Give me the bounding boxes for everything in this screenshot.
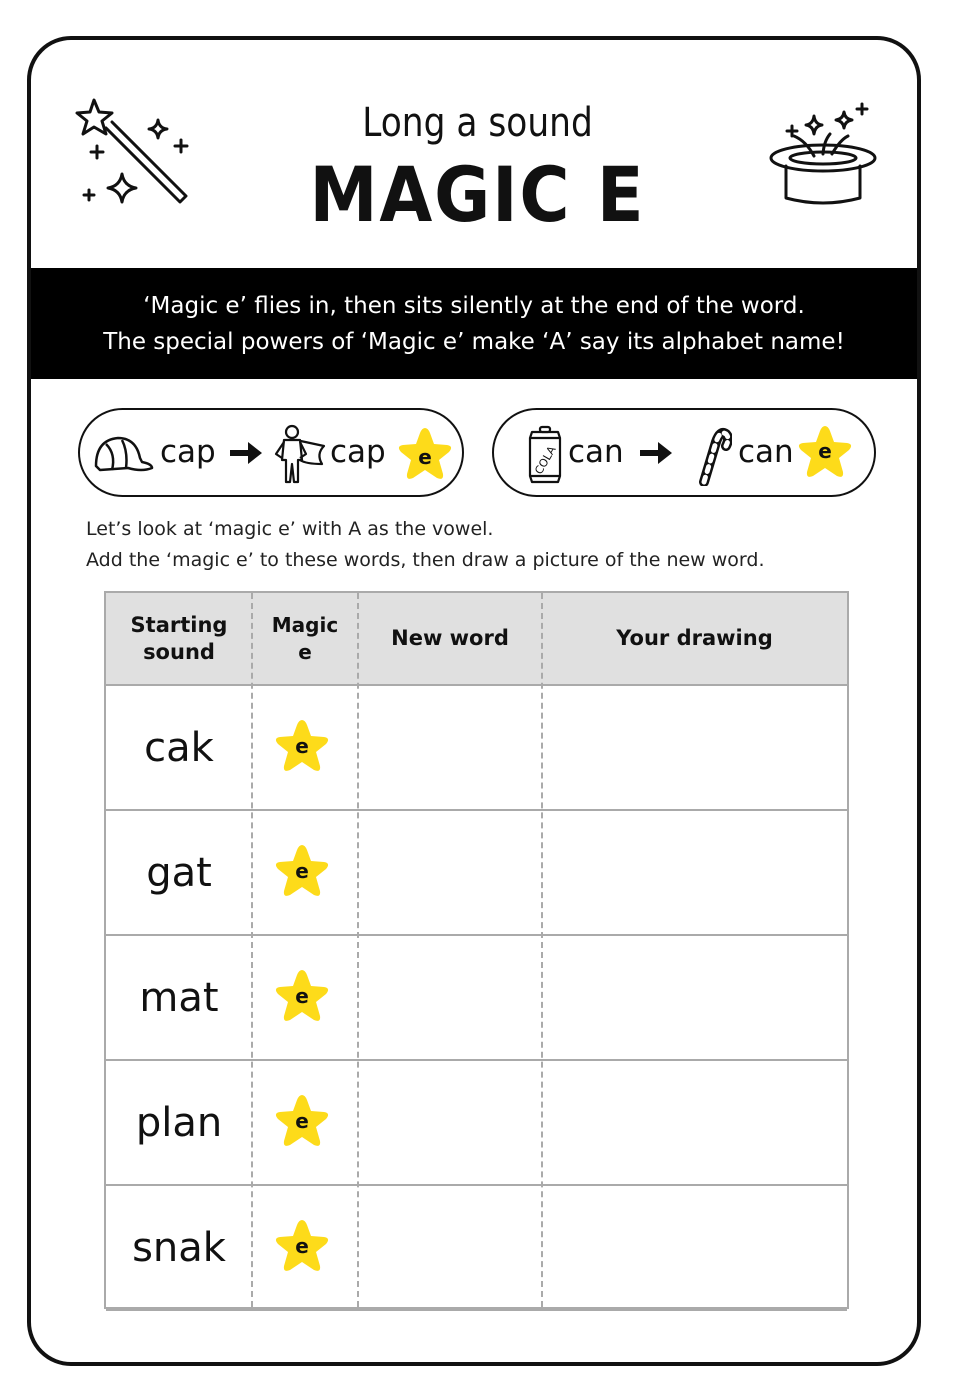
svg-text:e: e	[295, 1234, 309, 1258]
table-header	[106, 593, 847, 686]
cap-icon	[92, 430, 154, 476]
starting-word: snak	[132, 1224, 226, 1271]
svg-text:COLA: COLA	[532, 443, 559, 477]
magic-e-star-icon	[269, 841, 335, 905]
table-row	[106, 686, 847, 811]
svg-text:e: e	[295, 984, 309, 1008]
column-divider	[357, 593, 359, 1307]
arrow-right-icon	[228, 440, 264, 466]
example-2-magic: e	[818, 439, 832, 463]
header-new-word: New word	[391, 626, 509, 650]
table-row	[106, 1186, 847, 1311]
word-table	[104, 591, 849, 1309]
example-1-from: cap	[160, 434, 216, 470]
svg-text:e: e	[295, 1109, 309, 1133]
cola-can-icon	[526, 424, 564, 486]
example-2-from: can	[568, 434, 624, 470]
intro-banner	[31, 268, 917, 379]
header-your-drawing: Your drawing	[616, 626, 773, 650]
example-1-to: cap	[330, 434, 386, 470]
example-1-magic: e	[418, 445, 432, 469]
instructions-line-2: Add the ‘magic e’ to these words, then draw a picture of the new word.	[86, 549, 765, 571]
intro-line-1: ‘Magic e’ flies in, then sits silently at the end of the word.	[143, 293, 805, 319]
starting-word: mat	[139, 974, 219, 1021]
superhero-cape-icon	[270, 424, 328, 486]
starting-word: plan	[135, 1099, 223, 1146]
magic-e-star-icon	[269, 716, 335, 780]
arrow-right-icon	[638, 440, 674, 466]
header-magic-e: Magic e	[271, 612, 339, 664]
table-row	[106, 1061, 847, 1186]
magic-hat-icon	[764, 96, 882, 212]
candy-cane-icon	[696, 424, 732, 486]
instructions-line-1: Let’s look at ‘magic e’ with A as the vowel.	[86, 518, 494, 540]
starting-word: gat	[146, 849, 212, 896]
svg-text:e: e	[295, 859, 309, 883]
magic-e-star-icon	[392, 424, 458, 486]
starting-word: cak	[144, 724, 214, 771]
column-divider	[541, 593, 543, 1307]
instructions	[86, 514, 765, 576]
magic-e-star-icon	[269, 1091, 335, 1155]
table-row	[106, 936, 847, 1061]
page-subtitle: Long a sound	[362, 100, 593, 146]
example-cap-cape	[78, 408, 464, 497]
intro-line-2: The special powers of ‘Magic e’ make ‘A’ say its alphabet name!	[103, 329, 845, 355]
header-starting-sound: Starting sound	[130, 612, 228, 664]
svg-text:e: e	[295, 734, 309, 758]
magic-e-star-icon	[792, 422, 858, 484]
page-title: MAGIC E	[309, 150, 646, 239]
magic-e-star-icon	[269, 966, 335, 1030]
magic-e-star-icon	[269, 1216, 335, 1280]
example-can-cane	[492, 408, 876, 497]
example-2-to: can	[738, 434, 794, 470]
table-row	[106, 811, 847, 936]
column-divider	[251, 593, 253, 1307]
